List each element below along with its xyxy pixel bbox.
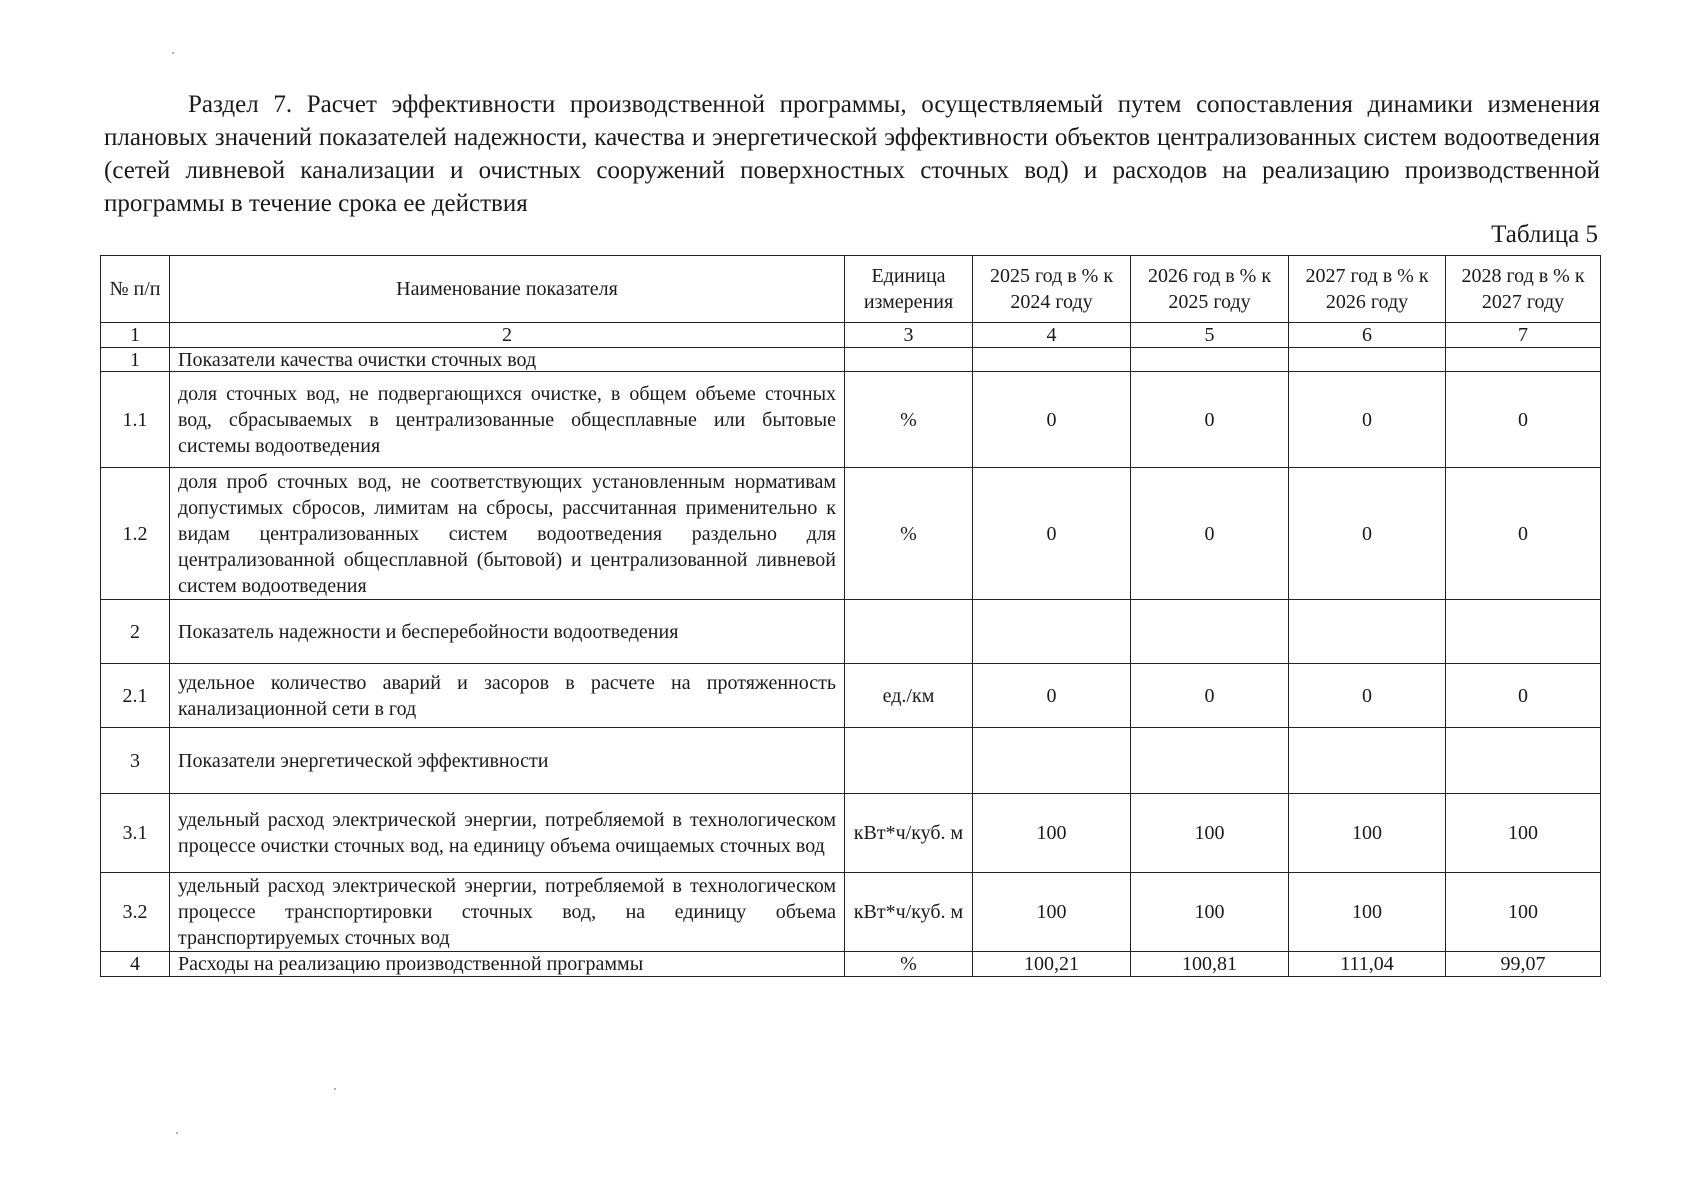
row-value-2028: 0 [1446, 372, 1601, 468]
row-num: 3.2 [101, 873, 170, 952]
row-value-2025 [973, 600, 1131, 664]
row-value-2027: 0 [1289, 372, 1446, 468]
row-unit: ед./км [845, 664, 973, 728]
row-value-2028: 99,07 [1446, 952, 1601, 977]
row-value-2027: 0 [1289, 468, 1446, 600]
row-value-2026 [1131, 600, 1289, 664]
table-caption: Таблица 5 [1491, 221, 1598, 248]
row-value-2026: 0 [1131, 664, 1289, 728]
row-unit: % [845, 372, 973, 468]
row-value-2028: 100 [1446, 873, 1601, 952]
row-value-2028: 100 [1446, 794, 1601, 873]
row-value-2026 [1131, 348, 1289, 372]
row-unit: % [845, 952, 973, 977]
table-row [101, 664, 1601, 728]
row-num: 3.1 [101, 794, 170, 873]
header-2025: 2025 год в % к 2024 году [973, 256, 1131, 323]
row-value-2025 [973, 728, 1131, 794]
row-num: 3 [101, 728, 170, 794]
row-value-2028 [1446, 600, 1601, 664]
row-value-2027 [1289, 600, 1446, 664]
row-value-2027: 111,04 [1289, 952, 1446, 977]
row-name: удельный расход электрической энергии, потребляемой в технологическом процессе транспортировки сточных вод, на единицу объема транспортируемых сточных вод [170, 873, 845, 952]
column-index: 1 [101, 323, 170, 348]
row-name: удельное количество аварий и засоров в расчете на протяженность канализационной сети в год [170, 664, 845, 728]
scan-speck [176, 1132, 178, 1134]
row-name: Расходы на реализацию производственной программы [170, 952, 845, 977]
row-value-2027: 100 [1289, 873, 1446, 952]
row-unit [845, 348, 973, 372]
row-value-2026: 0 [1131, 372, 1289, 468]
row-unit: кВт*ч/куб. м [845, 873, 973, 952]
row-name: Показатель надежности и бесперебойности водоотведения [170, 600, 845, 664]
table-row [101, 873, 1601, 952]
row-value-2026: 100 [1131, 794, 1289, 873]
row-value-2025: 100 [973, 873, 1131, 952]
table-row [101, 952, 1601, 977]
header-2028: 2028 год в % к 2027 году [1446, 256, 1601, 323]
row-num: 4 [101, 952, 170, 977]
row-value-2025: 100,21 [973, 952, 1131, 977]
row-num: 1 [101, 348, 170, 372]
header-row [101, 256, 1601, 323]
row-unit [845, 600, 973, 664]
row-value-2028: 0 [1446, 664, 1601, 728]
scan-speck [334, 1088, 336, 1090]
scan-speck [172, 52, 174, 54]
header-num: № п/п [101, 256, 170, 323]
row-value-2027 [1289, 348, 1446, 372]
row-unit [845, 728, 973, 794]
column-index: 5 [1131, 323, 1289, 348]
table-row [101, 794, 1601, 873]
row-unit: кВт*ч/куб. м [845, 794, 973, 873]
row-value-2026: 100 [1131, 873, 1289, 952]
row-value-2028 [1446, 348, 1601, 372]
row-num: 1.2 [101, 468, 170, 600]
row-num: 1.1 [101, 372, 170, 468]
section-heading: Раздел 7. Расчет эффективности производственной программы, осуществляемый путем сопоставления динамики изменения плановых значений показателей надежности, качества и энергетической эффективности объектов централизованных систем водоотведения (сетей ливневой канализации и очистных сооружений поверхностных сточных вод) и расходов на реализацию производственной программы в течение срока ее действия [104, 91, 1600, 217]
row-value-2025: 0 [973, 664, 1131, 728]
column-index: 4 [973, 323, 1131, 348]
row-value-2028: 0 [1446, 468, 1601, 600]
column-index-row [101, 323, 1601, 348]
row-name: удельный расход электрической энергии, потребляемой в технологическом процессе очистки сточных вод, на единицу объема очищаемых сточных вод [170, 794, 845, 873]
row-value-2025 [973, 348, 1131, 372]
indicators-table [100, 255, 1601, 977]
row-name: доля проб сточных вод, не соответствующих установленным нормативам допустимых сбросов, лимитам на сбросы, рассчитанная применительно к видам централизованных систем водоотведения раздельно для централизованной общесплавной (бытовой) и централизованной ливневой систем водоотведения [170, 468, 845, 600]
row-value-2027: 100 [1289, 794, 1446, 873]
row-value-2027 [1289, 728, 1446, 794]
row-value-2026: 0 [1131, 468, 1289, 600]
row-value-2026: 100,81 [1131, 952, 1289, 977]
header-name: Наименование показателя [170, 256, 845, 323]
table-row [101, 468, 1601, 600]
header-2026: 2026 год в % к 2025 году [1131, 256, 1289, 323]
row-name: Показатели качества очистки сточных вод [170, 348, 845, 372]
row-name: доля сточных вод, не подвергающихся очистке, в общем объеме сточных вод, сбрасываемых в централизованные общесплавные или бытовые системы водоотведения [170, 372, 845, 468]
table-row [101, 600, 1601, 664]
row-unit: % [845, 468, 973, 600]
row-value-2025: 0 [973, 372, 1131, 468]
header-unit: Единица измерения [845, 256, 973, 323]
row-value-2027: 0 [1289, 664, 1446, 728]
column-index: 3 [845, 323, 973, 348]
row-num: 2 [101, 600, 170, 664]
column-index: 6 [1289, 323, 1446, 348]
column-index: 7 [1446, 323, 1601, 348]
row-num: 2.1 [101, 664, 170, 728]
row-value-2026 [1131, 728, 1289, 794]
row-name: Показатели энергетической эффективности [170, 728, 845, 794]
header-2027: 2027 год в % к 2026 году [1289, 256, 1446, 323]
row-value-2028 [1446, 728, 1601, 794]
row-value-2025: 0 [973, 468, 1131, 600]
column-index: 2 [170, 323, 845, 348]
table-row [101, 372, 1601, 468]
row-value-2025: 100 [973, 794, 1131, 873]
table-row [101, 348, 1601, 372]
table-row [101, 728, 1601, 794]
